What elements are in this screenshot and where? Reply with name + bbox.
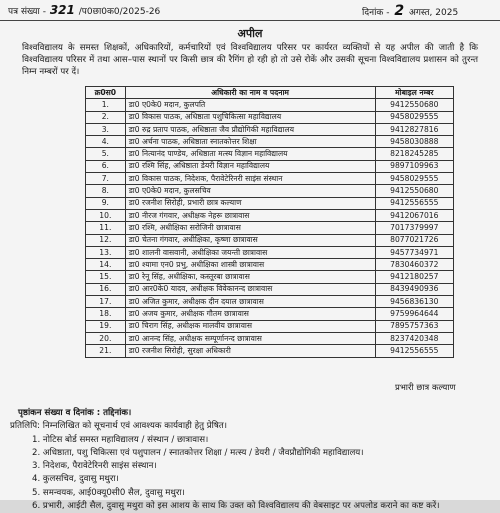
reference-number [8,3,160,17]
officer-name-cell: डा0 आनन्द सिंह, अधीक्षक सम्पूर्णानन्द छात्रावास [125,332,375,344]
serial-number-cell: 6. [86,160,126,172]
serial-number-cell: 8. [86,185,126,197]
table-row [86,197,454,209]
distribution-footer [10,407,490,513]
signatory-designation: प्रभारी छात्र कल्याण [395,383,456,393]
date-handwritten-day: 2 [394,3,405,19]
table-row [86,173,454,185]
table-row [86,283,454,295]
reference-handwritten-number: 321 [49,3,75,17]
table-row [86,111,454,123]
mobile-number-cell: 9412067016 [375,209,453,221]
officer-name-cell: डा0 नित्यानंद पाण्डेय, अधिष्ठाता मत्स्य विज्ञान महाविद्यालय [125,148,375,160]
officer-name-cell: डा0 ए0के0 मदान, कुलपति [125,99,375,111]
mobile-number-cell: 9458030888 [375,136,453,148]
date-month-year: अगस्त, 2025 [408,8,459,18]
date-label: दिनांक - [362,8,390,18]
table-row [86,222,454,234]
mobile-number-cell: 9759964644 [375,308,453,320]
officer-name-cell: डा0 अजय कुमार, अधीक्षक गौतम छात्रावास [125,308,375,320]
table-row [86,148,454,160]
table-row [86,185,454,197]
mobile-number-cell: 9412556555 [375,345,453,357]
table-row [86,320,454,332]
serial-number-cell: 16. [86,283,126,295]
col-serial-header: क्र0स0 [86,87,126,99]
table-row [86,234,454,246]
serial-number-cell: 13. [86,246,126,258]
serial-number-cell: 1. [86,99,126,111]
mobile-number-cell: 9412550680 [375,185,453,197]
officer-name-cell: डा0 विकास पाठक, निदेशक, पैरावेटेरिनरी साइंस संस्थान [125,173,375,185]
distribution-item: 1. नोटिस बोर्ड समस्त महाविद्यालय / संस्थान / छात्रावास। [32,434,209,445]
mobile-number-cell: 9412550680 [375,99,453,111]
letter-date [362,3,458,19]
mobile-number-cell: 8439490936 [375,283,453,295]
table-row [86,308,454,320]
serial-number-cell: 18. [86,308,126,320]
col-mobile-header: मोबाइल नम्बर [375,87,453,99]
mobile-number-cell: 9412556555 [375,197,453,209]
serial-number-cell: 7. [86,173,126,185]
col-name-header: अधिकारी का नाम व पदनाम [125,87,375,99]
officer-name-cell: डा0 चिराग सिंह, अधीक्षक मालवीय छात्रावास [125,320,375,332]
serial-number-cell: 5. [86,148,126,160]
officer-name-cell: डा0 रजनीश सिरोही, सुरक्षा अधिकारी [125,345,375,357]
serial-number-cell: 10. [86,209,126,221]
officer-name-cell: डा0 रेनू सिंह, अधीक्षिका, कस्तूरबा छात्रावास [125,271,375,283]
serial-number-cell: 11. [86,222,126,234]
table-row [86,123,454,135]
serial-number-cell: 20. [86,332,126,344]
letter-header [0,0,500,21]
table-row [86,160,454,172]
mobile-number-cell: 7017379997 [375,222,453,234]
distribution-item: 2. अधिष्ठाता, पशु चिकित्सा एवं पशुपालन / स्नातकोत्तर शिक्षा / मत्स्य / डेयरी / जैवप्रौद्योगिकी महाविद्यालय। [32,447,364,458]
officer-name-cell: डा0 ए0के0 मदान, कुलसचिव [125,185,375,197]
distribution-item: 5. समन्वयक, आई0क्यू0सी0 सैल, दुवासु मथुरा। [32,487,185,498]
serial-number-cell: 9. [86,197,126,209]
serial-number-cell: 2. [86,111,126,123]
mobile-number-cell: 9897109963 [375,160,453,172]
appeal-title: अपील [237,27,263,40]
serial-number-cell: 12. [86,234,126,246]
officer-name-cell: डा0 रश्मि सिंह, अधिष्ठाता डेयरी विज्ञान महाविद्यालय [125,160,375,172]
officer-name-cell: डा0 रजनीश सिरोही, प्रभारी छात्र कल्याण [125,197,375,209]
mobile-number-cell: 8237420348 [375,332,453,344]
mobile-number-cell: 9458029555 [375,173,453,185]
table-row [86,259,454,271]
mobile-number-cell: 7895757363 [375,320,453,332]
mobile-number-cell: 9412827816 [375,123,453,135]
table-header-row [86,87,454,99]
distribution-item: 4. कुलसचिव, दुवासु मथुरा। [32,474,119,485]
mobile-number-cell: 8218245285 [375,148,453,160]
distribution-item: 3. निदेशक, पैरावेटेरिनरी साइंस संस्थान। [32,461,157,472]
serial-number-cell: 4. [86,136,126,148]
mobile-number-cell: 9456836130 [375,296,453,308]
serial-number-cell: 21. [86,345,126,357]
table-row [86,332,454,344]
appeal-paragraph: विश्वविद्यालय के समस्त शिक्षकों, अधिकारियों, कर्मचारियों एवं विश्वविद्यालय परिसर पर कार्यरत व्यक्तियों से यह अपील की जाती है कि विश्वविद्यालय परिसर में तथा आस–पास स्थानों पर किसी छात्र की रैगिंग हो रही हो तो उसे रोकें और उसकी सूचना विश्वविद्यालय प्रशासन को तुरन्त निम्न नम्बरों पर दें। [22,43,478,77]
serial-number-cell: 3. [86,123,126,135]
mobile-number-cell: 9457734971 [375,246,453,258]
table-row [86,99,454,111]
officer-name-cell: डा0 रुद्र प्रताप पाठक, अधिष्ठाता जैव प्रौद्योगिकी महाविद्यालय [125,123,375,135]
mobile-number-cell: 8077021726 [375,234,453,246]
reference-suffix: /प0छा0क0/2025-26 [78,7,161,17]
mobile-number-cell: 7830460372 [375,259,453,271]
serial-number-cell: 17. [86,296,126,308]
officers-contact-table [85,86,454,358]
officer-name-cell: डा0 आर0के0 यादव, अधीक्षक विवेकानन्द छात्रावास [125,283,375,295]
officer-name-cell: डा0 शालनी वासवानी, अधीक्षिका जयन्ती छात्रावास [125,246,375,258]
serial-number-cell: 19. [86,320,126,332]
serial-number-cell: 14. [86,259,126,271]
officer-name-cell: डा0 चेतना गंगवार, अधीक्षिका, कृष्णा छात्रावास [125,234,375,246]
mobile-number-cell: 9458029555 [375,111,453,123]
serial-number-cell: 15. [86,271,126,283]
officer-name-cell: डा0 अजित कुमार, अधीक्षक दीन दयाल छात्रावास [125,296,375,308]
officer-name-cell: डा0 अर्चना पाठक, अधिष्ठाता स्नातकोत्तर शिक्षा [125,136,375,148]
officer-name-cell: डा0 नीरज गंगवार, अधीक्षक नेहरू छात्रावास [125,209,375,221]
table-row [86,209,454,221]
officer-name-cell: डा0 श्यामा एन0 प्रभु, अधीक्षिका शास्त्री छात्रावास [125,259,375,271]
table-row [86,296,454,308]
mobile-number-cell: 9412180257 [375,271,453,283]
reference-label: पत्र संख्या - [8,7,46,17]
copy-to-line: प्रतिलिपि: निम्नलिखित को सूचनार्थ एवं आवश्यक कार्यवाही हेतु प्रेषित। [10,421,228,432]
officer-name-cell: डा0 रश्मि, अधीक्षिका सरोजिनी छात्रावास [125,222,375,234]
endorsement-line: पृष्ठांकन संख्या व दिनांक : तद्दिनांक। [18,408,132,418]
table-row [86,271,454,283]
distribution-item: 6. प्रभारी, आईटी सैल, दुवासु मथुरा को इस आशय के साथ कि उक्त को विश्वविद्यालय की वेबसाइट पर अपलोड कराने का कष्ट करें। [32,501,440,512]
table-row [86,246,454,258]
table-row [86,345,454,357]
officer-name-cell: डा0 विकास पाठक, अधिष्ठाता पशुचिकित्सा महाविद्यालय [125,111,375,123]
table-row [86,136,454,148]
